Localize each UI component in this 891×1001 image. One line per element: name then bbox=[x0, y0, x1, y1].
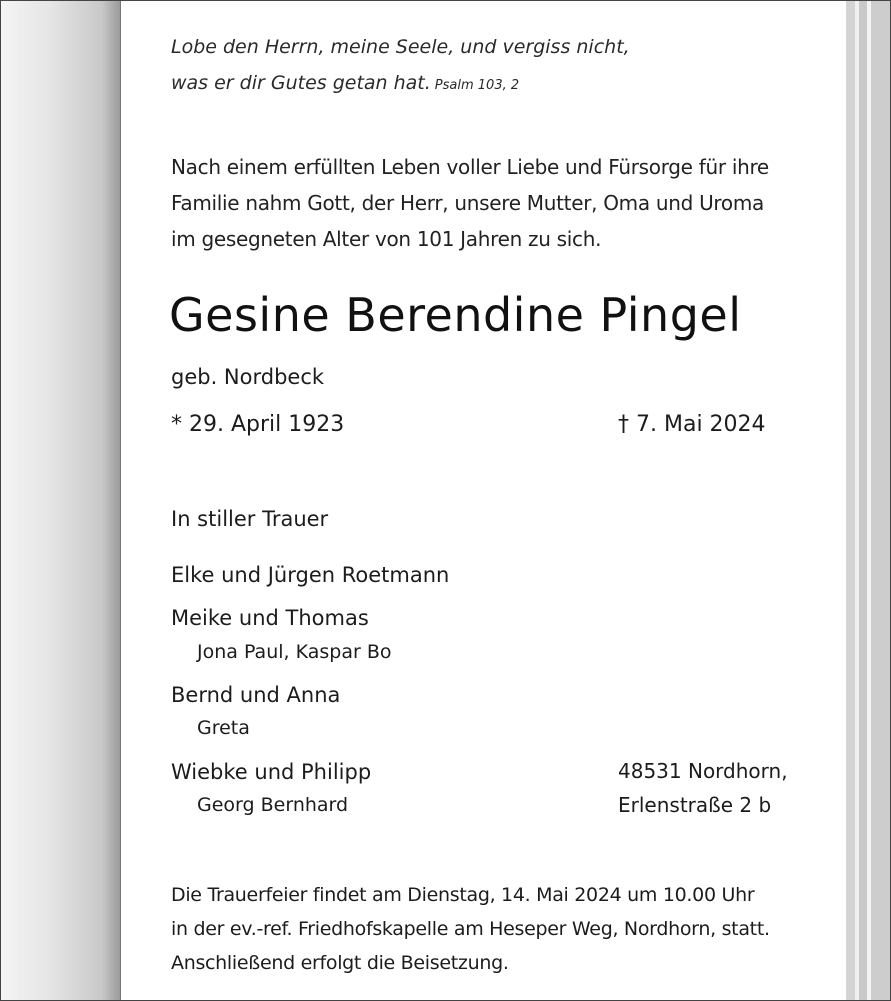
intro-line-1: Nach einem erfüllten Leben voller Liebe und Fürsorge für ihre bbox=[171, 155, 769, 179]
motto-line-1: Lobe den Herrn, meine Seele, und vergiss nicht, bbox=[171, 36, 630, 58]
family-member-2: Meike und Thomas bbox=[171, 606, 369, 630]
service-line-3: Anschließend erfolgt die Beisetzung. bbox=[171, 952, 509, 974]
service-line-2: in der ev.-ref. Friedhofskapelle am Heseper Weg, Nordhorn, statt. bbox=[171, 918, 770, 940]
family-children-3: Greta bbox=[197, 717, 250, 739]
motto-text: was er dir Gutes getan hat. bbox=[171, 72, 431, 94]
psalm-reference: Psalm 103, 2 bbox=[434, 78, 520, 93]
right-stripe-band bbox=[843, 1, 890, 1000]
deceased-name: Gesine Berendine Pingel bbox=[169, 288, 742, 342]
address-city: 48531 Nordhorn, bbox=[618, 759, 788, 783]
mourning-heading: In stiller Trauer bbox=[171, 507, 329, 531]
intro-line-2: Familie nahm Gott, der Herr, unsere Mutter, Oma und Uroma bbox=[171, 191, 764, 215]
service-line-1: Die Trauerfeier findet am Dienstag, 14. Mai 2024 um 10.00 Uhr bbox=[171, 884, 755, 906]
family-member-3: Bernd und Anna bbox=[171, 683, 341, 707]
maiden-name: geb. Nordbeck bbox=[171, 365, 325, 389]
left-shadow-band bbox=[1, 1, 121, 1000]
motto-line-2 bbox=[171, 72, 519, 94]
family-member-1: Elke und Jürgen Roetmann bbox=[171, 563, 450, 587]
address-street: Erlenstraße 2 b bbox=[618, 793, 772, 817]
family-children-4: Georg Bernhard bbox=[197, 794, 349, 816]
death-date: † 7. Mai 2024 bbox=[618, 412, 766, 437]
family-member-4: Wiebke und Philipp bbox=[171, 760, 372, 784]
birth-date: * 29. April 1923 bbox=[171, 412, 345, 437]
intro-line-3: im gesegneten Alter von 101 Jahren zu sich. bbox=[171, 227, 602, 251]
family-children-2: Jona Paul, Kaspar Bo bbox=[197, 641, 392, 663]
